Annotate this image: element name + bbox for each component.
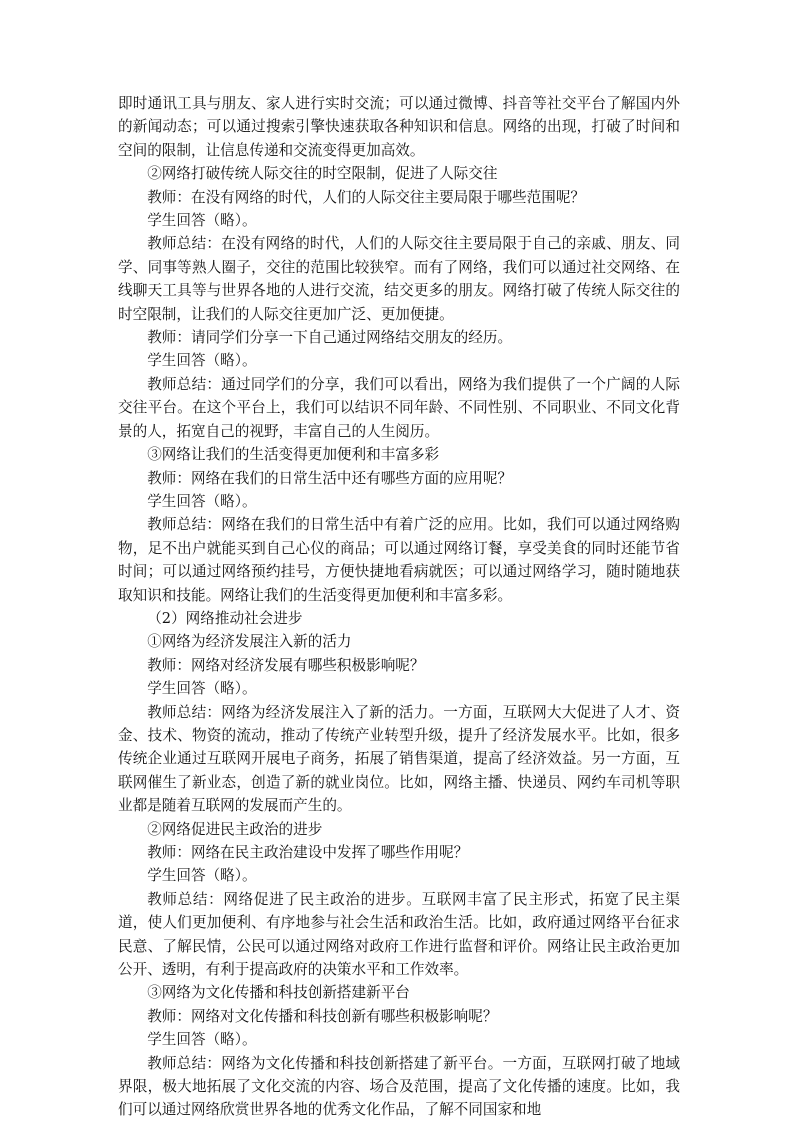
- document-page: [118, 92, 680, 1122]
- teacher-summary: 教师总结：网络在我们的日常生活中有着广泛的应用。比如，我们可以通过网络购物，足不出户就能买到自己心仪的商品；可以通过网络订餐，享受美食的同时还能节省时间；可以通过网络预约挂号，方便快捷地看病就医；可以通过网络学习，随时随地获取知识和技能。网络让我们的生活变得更加便利和丰富多彩。: [118, 516, 680, 604]
- teacher-summary: 教师总结：网络为文化传播和科技创新搭建了新平台。一方面，互联网打破了地域界限，极大地拓展了文化交流的内容、场合及范围，提高了文化传播的速度。比如，我们可以通过网络欣赏世界各地的优秀文化作品，了解不同国家和地: [118, 1054, 680, 1119]
- teacher-question: 教师：网络在民主政治建设中发挥了哪些作用呢？: [147, 844, 469, 861]
- teacher-summary: 教师总结：通过同学们的分享，我们可以看出，网络为我们提供了一个广阔的人际交往平台。在这个平台上，我们可以结识不同年龄、不同性别、不同职业、不同文化背景的人，拓宽自己的视野，丰富自己的人生阅历。: [118, 375, 680, 440]
- student-answer: 学生回答（略）。: [147, 1031, 257, 1049]
- teacher-question: 教师：请同学们分享一下自己通过网络结交朋友的经历。: [147, 329, 513, 347]
- teacher-question: 教师：在没有网络的时代，人们的人际交往主要局限于哪些范围呢？: [147, 188, 586, 206]
- teacher-question: 教师：网络对文化传播和科技创新有哪些积极影响呢？: [147, 1007, 498, 1025]
- teacher-question: 教师：网络对经济发展有哪些积极影响呢？: [147, 656, 425, 674]
- teacher-summary: 教师总结：网络为经济发展注入了新的活力。一方面，互联网大大促进了人才、资金、技术、物资的流动，推动了传统产业转型升级，提升了经济发展水平。比如，很多传统企业通过互联网开展电子商务，拓展了销售渠道，提高了经济效益。另一方面，互联网催生了新业态，创造了新的就业岗位。比如，网络主播、快递员、网约车司机等职业都是随着互联网的发展而产生的。: [118, 703, 680, 815]
- student-answer: 学生回答（略）。: [147, 867, 257, 885]
- teacher-summary: 教师总结：网络促进了民主政治的进步。互联网丰富了民主形式，拓宽了民主渠道，使人们更加便利、有序地参与社会生活和政治生活。比如，政府通过网络平台征求民意、了解民情，公民可以通过网络对政府工作进行监督和评价。网络让民主政治更加公开、透明，有利于提高政府的决策水平和工作效率。: [118, 890, 680, 979]
- subheading-culture-tech: ③网络为文化传播和科技创新搭建新平台: [147, 984, 410, 1002]
- subheading-democracy: ②网络促进民主政治的进步: [147, 820, 323, 838]
- subheading-economy: ①网络为经济发展注入新的活力: [147, 633, 352, 651]
- paragraph-continuation: 即时通讯工具与朋友、家人进行实时交流；可以通过微博、抖音等社交平台了解国内外的新闻动态；可以通过搜索引擎快速获取各种知识和信息。网络的出现，打破了时间和空间的限制，让信息传递和交流变得更加高效。: [118, 95, 680, 159]
- student-answer: 学生回答（略）。: [147, 492, 257, 510]
- teacher-summary: 教师总结：在没有网络的时代，人们的人际交往主要局限于自己的亲戚、朋友、同学、同事等熟人圈子，交往的范围比较狭窄。而有了网络，我们可以通过社交网络、在线聊天工具等与世界各地的人进行交流，结交更多的朋友。网络打破了传统人际交往的时空限制，让我们的人际交往更加广泛、更加便捷。: [118, 235, 680, 323]
- student-answer: 学生回答（略）。: [147, 680, 257, 698]
- student-answer: 学生回答（略）。: [147, 352, 257, 370]
- subheading-daily-life: ③网络让我们的生活变得更加便利和丰富多彩: [147, 446, 440, 464]
- section-heading-social-progress: （2）网络推动社会进步: [147, 609, 303, 627]
- teacher-question: 教师：网络在我们的日常生活中还有哪些方面的应用呢？: [147, 469, 513, 487]
- subheading-interpersonal: ②网络打破传统人际交往的时空限制，促进了人际交往: [147, 165, 498, 183]
- student-answer: 学生回答（略）。: [147, 212, 257, 230]
